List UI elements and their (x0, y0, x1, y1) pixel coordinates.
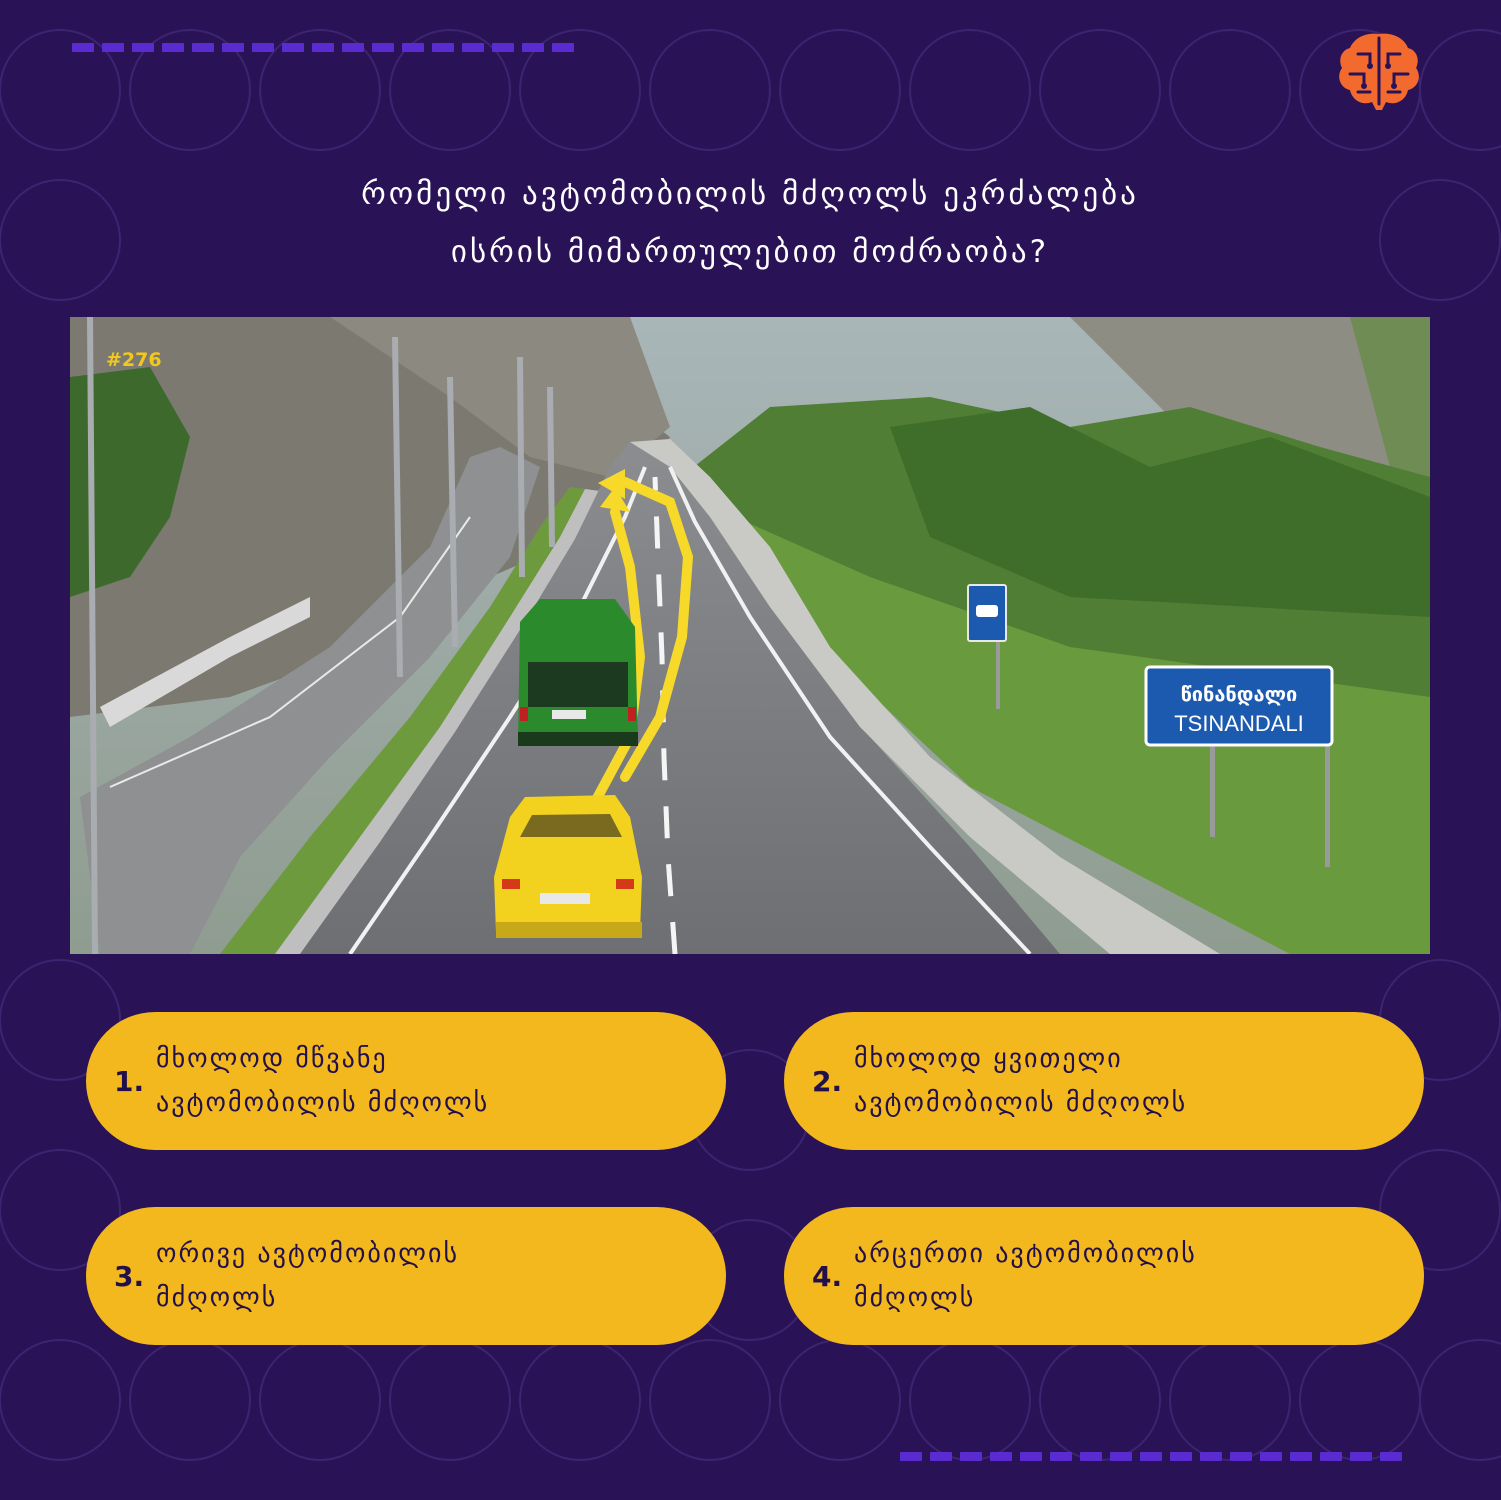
answer-option-3[interactable] (86, 1207, 726, 1345)
answer-text (854, 1037, 1187, 1125)
answer-text-line: ორივე ავტომობილის (156, 1239, 460, 1269)
answer-text (156, 1037, 489, 1125)
question-line-2: ისრის მიმართულებით მოძრაობა? (450, 234, 1050, 270)
answer-number: 4. (812, 1259, 843, 1293)
answer-text (854, 1232, 1197, 1320)
answer-number: 1. (114, 1064, 145, 1098)
answer-number: 3. (114, 1259, 145, 1293)
answer-text-line: მხოლოდ მწვანე (156, 1044, 388, 1074)
answer-number: 2. (812, 1064, 843, 1098)
sign-georgian-text: წინანდალი (1180, 682, 1298, 706)
answer-text-line: მხოლოდ ყვითელი (854, 1044, 1123, 1074)
question-number: #276 (106, 349, 162, 371)
answer-text-line: მძღოლს (854, 1283, 976, 1313)
brain-logo-icon (1336, 30, 1422, 112)
bottom-dash-decoration (900, 1452, 1402, 1461)
question-text (150, 165, 1350, 281)
green-van (518, 599, 638, 746)
answer-option-2[interactable] (784, 1012, 1424, 1150)
top-dash-decoration (72, 43, 574, 52)
answer-text-line: ავტომობილის მძღოლს (854, 1088, 1188, 1118)
sign-latin-text: TSINANDALI (1174, 711, 1304, 736)
answer-text (156, 1232, 459, 1320)
road-scene-image (70, 317, 1430, 954)
question-line-1: რომელი ავტომობილის მძღოლს ეკრძალება (361, 176, 1139, 212)
answer-text-line: მძღოლს (156, 1283, 278, 1313)
answer-text-line: ავტომობილის მძღოლს (156, 1088, 490, 1118)
answer-option-4[interactable] (784, 1207, 1424, 1345)
yellow-car (494, 795, 642, 938)
answer-text-line: არცერთი ავტომობილის (854, 1239, 1197, 1269)
answer-option-1[interactable] (86, 1012, 726, 1150)
